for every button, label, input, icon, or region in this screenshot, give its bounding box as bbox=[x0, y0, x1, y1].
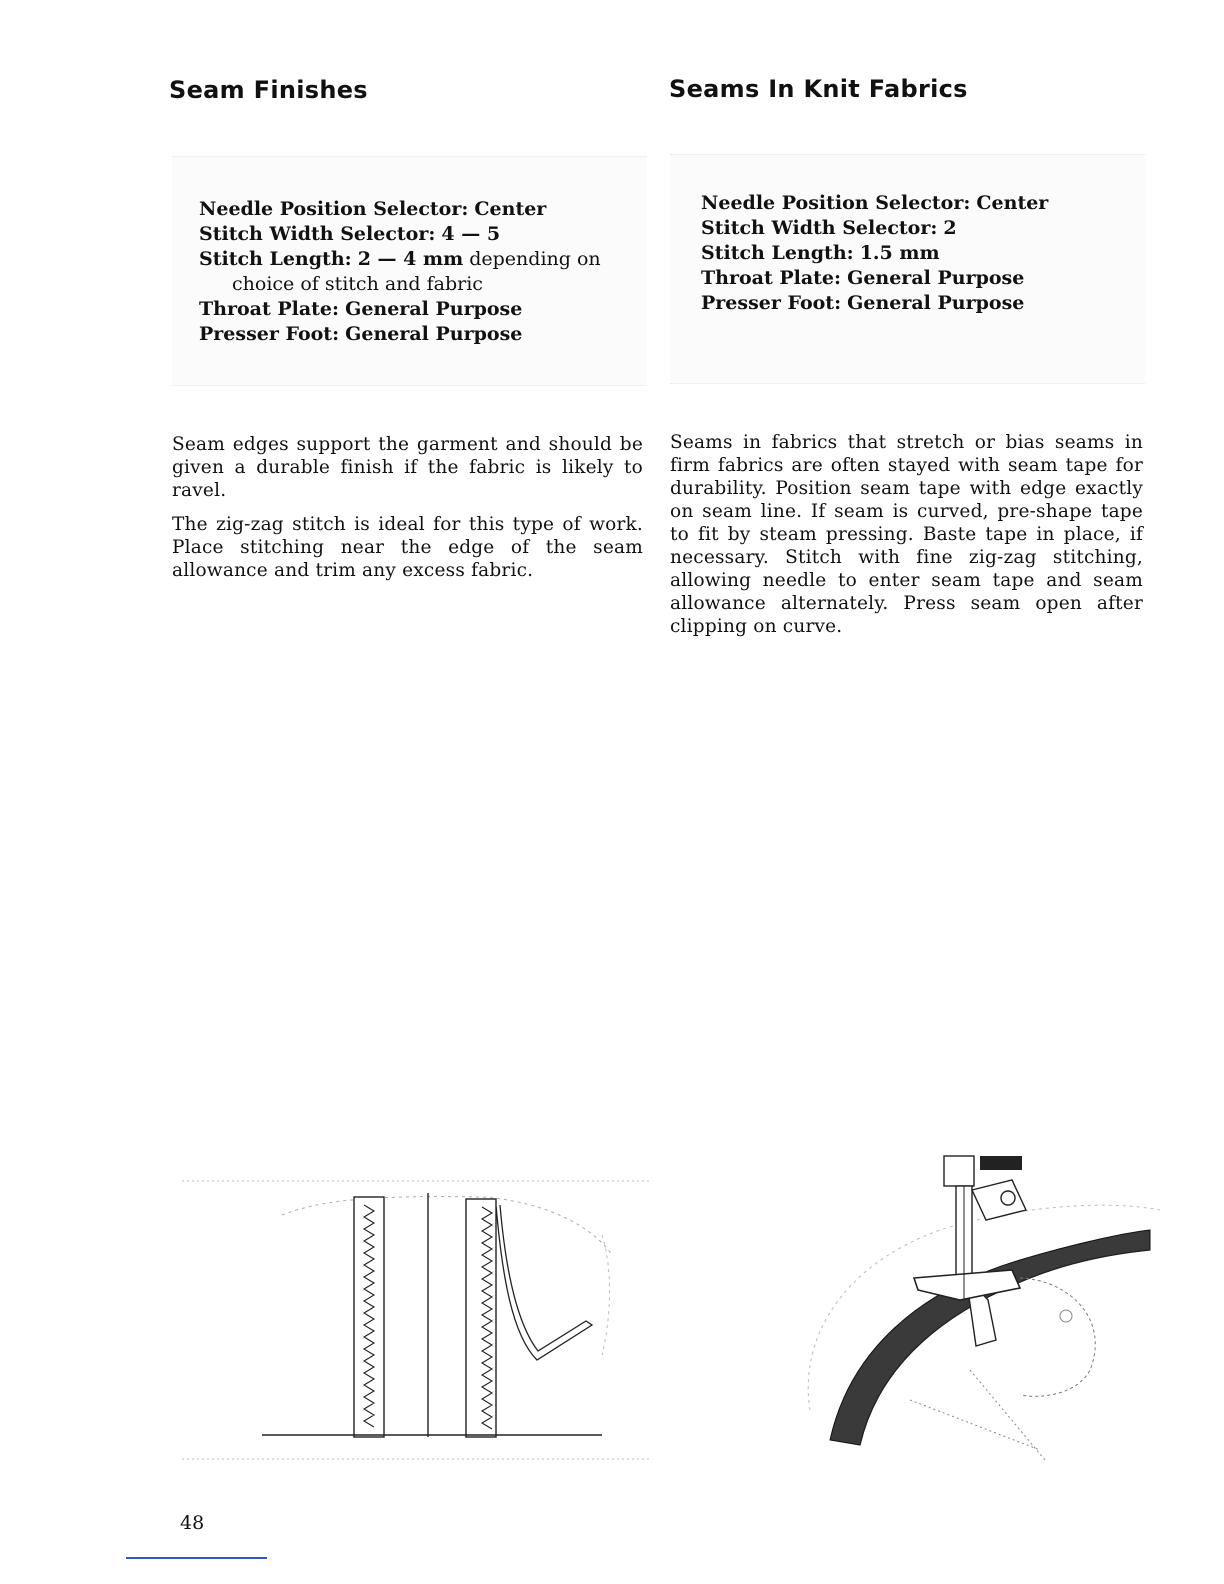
setting-label: Stitch Length: bbox=[199, 248, 352, 270]
setting-stitch-length-continuation bbox=[199, 272, 637, 297]
setting-value: General Purpose bbox=[847, 292, 1025, 314]
setting-stitch-width bbox=[199, 222, 637, 247]
settings-box-seam-finishes bbox=[172, 156, 647, 386]
page-number: 48 bbox=[180, 1512, 205, 1534]
section-title-seams-in-knit-fabrics: Seams In Knit Fabrics bbox=[669, 75, 968, 103]
paragraph-zig-zag-stitch: The zig-zag stitch is ideal for this type of work. Place stitching near the edge of the seam allowance and trim any excess fabric. bbox=[172, 514, 643, 581]
setting-label: Needle Position Selector: bbox=[701, 192, 971, 214]
setting-value: 1.5 mm bbox=[859, 242, 940, 264]
setting-label: Needle Position Selector: bbox=[199, 198, 469, 220]
setting-needle-position bbox=[701, 191, 1136, 216]
setting-value: General Purpose bbox=[847, 267, 1025, 289]
setting-needle-position bbox=[199, 197, 637, 222]
paragraph-seam-edges: Seam edges support the garment and should be given a durable finish if the fabric is likely to ravel. bbox=[172, 434, 643, 501]
setting-label: Throat Plate: bbox=[199, 298, 340, 320]
setting-label: Stitch Width Selector: bbox=[199, 223, 436, 245]
setting-label: Presser Foot: bbox=[701, 292, 842, 314]
setting-label: Stitch Length: bbox=[701, 242, 854, 264]
setting-value: Center bbox=[976, 192, 1049, 214]
setting-value: 2 bbox=[943, 217, 957, 239]
footer-rule bbox=[126, 1557, 267, 1559]
setting-value: 4 — 5 bbox=[441, 223, 501, 245]
setting-note: depending on bbox=[469, 248, 601, 270]
settings-box-knit-fabrics bbox=[670, 154, 1146, 384]
setting-label: Throat Plate: bbox=[701, 267, 842, 289]
setting-note: choice of stitch and fabric bbox=[232, 273, 483, 295]
setting-stitch-length bbox=[701, 241, 1136, 266]
paragraph-knit-seams: Seams in fabrics that stretch or bias seams in firm fabrics are often stayed with seam tape for durability. Position seam tape with edge exactly on seam line. If seam is curved, pre-shape tape to fit by steam pressing. Baste tape in place, if necessary. Stitch with fine zig-zag stitching, allowing needle to enter seam tape and seam allowance alternately. Press seam open after clipping on curve. bbox=[670, 432, 1143, 637]
setting-value: Center bbox=[474, 198, 547, 220]
section-title-seam-finishes: Seam Finishes bbox=[169, 76, 368, 104]
seam-tape-stitching-illustration bbox=[790, 1150, 1160, 1470]
setting-throat-plate bbox=[701, 266, 1136, 291]
setting-label: Presser Foot: bbox=[199, 323, 340, 345]
setting-value: General Purpose bbox=[345, 323, 523, 345]
setting-presser-foot bbox=[701, 291, 1136, 316]
setting-value: General Purpose bbox=[345, 298, 523, 320]
setting-presser-foot bbox=[199, 322, 637, 347]
setting-stitch-length bbox=[199, 247, 637, 272]
seam-finish-illustration bbox=[182, 1175, 650, 1465]
setting-value: 2 — 4 mm bbox=[357, 248, 464, 270]
setting-throat-plate bbox=[199, 297, 637, 322]
setting-label: Stitch Width Selector: bbox=[701, 217, 938, 239]
setting-stitch-width bbox=[701, 216, 1136, 241]
